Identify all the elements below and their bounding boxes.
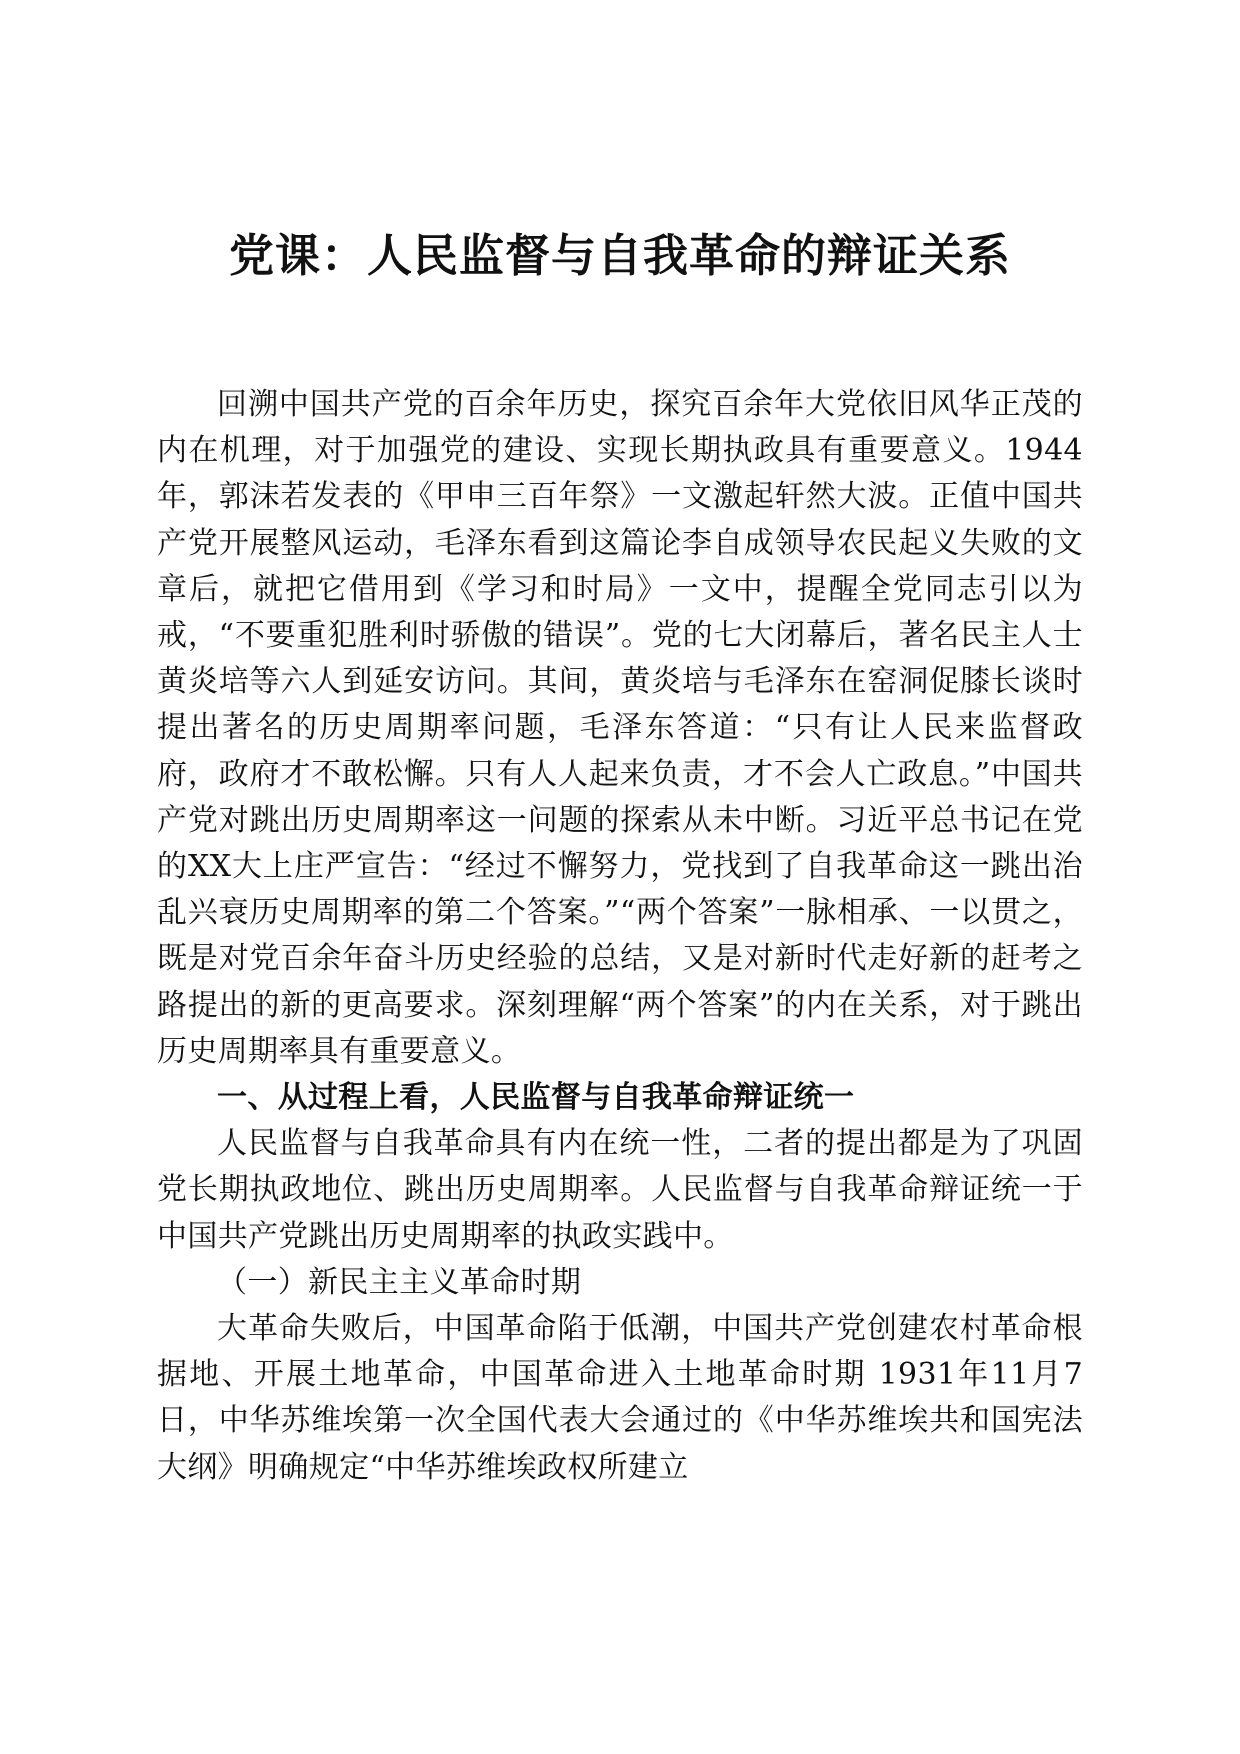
- paragraph-section-1: 人民监督与自我革命具有内在统一性，二者的提出都是为了巩固党长期执政地位、跳出历史周期率。人民监督与自我革命辩证统一于中国共产党跳出历史周期率的执政实践中。: [157, 1126, 1083, 1254]
- document-body: [157, 382, 1083, 1491]
- paragraph-intro: 回溯中国共产党的百余年历史，探究百余年大党依旧风华正茂的内在机理，对于加强党的建设、实现长期执政具有重要意义。1944年，郭沫若发表的《甲申三百年祭》一文激起轩然大波。正值中国共产党开展整风运动，毛泽东看到这篇论李自成领导农民起义失败的文章后，就把它借用到《学习和时局》一文中，提醒全党同志引以为戒，“不要重犯胜利时骄傲的错误”。党的七大闭幕后，著名民主人士黄炎培等六人到延安访问。其间，黄炎培与毛泽东在窑洞促膝长谈时提出著名的历史周期率问题，毛泽东答道：“只有让人民来监督政府，政府才不敢松懈。只有人人起来负责，才不会人亡政息。”中国共产党对跳出历史周期率这一问题的探索从未中断。习近平总书记在党的XX大上庄严宣告：“经过不懈努力，党找到了自我革命这一跳出治乱兴衰历史周期率的第二个答案。”“两个答案”一脉相承、一以贯之，既是对党百余年奋斗历史经验的总结，又是对新时代走好新的赶考之路提出的新的更高要求。深刻理解“两个答案”的内在关系，对于跳出历史周期率具有重要意义。: [157, 387, 1083, 1069]
- page-title: 党课：人民监督与自我革命的辩证关系: [228, 229, 1011, 282]
- subsection-heading-1: （一）新民主主义革命时期: [217, 1264, 582, 1300]
- paragraph-subsection-1: 大革命失败后，中国革命陷于低潮，中国共产党创建农村革命根据地、开展土地革命，中国革命进入土地革命时期 1931年11月7日，中华苏维埃第一次全国代表大会通过的《中华苏维埃共和国宪法大纲》明确规定“中华苏维埃政权所建立: [157, 1311, 1083, 1485]
- section-heading-1: 一、从过程上看，人民监督与自我革命辩证统一: [217, 1080, 855, 1116]
